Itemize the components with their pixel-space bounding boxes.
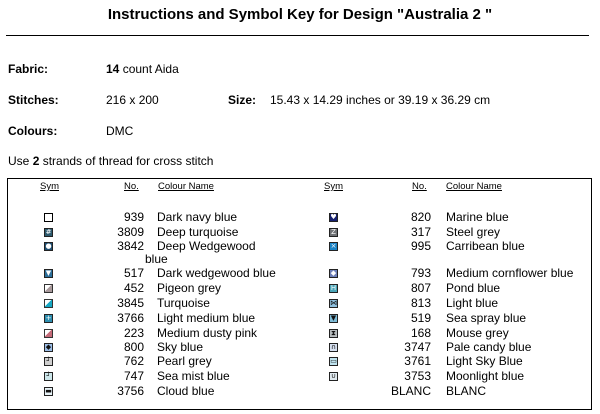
corner-square-icon: ┘ xyxy=(44,357,53,366)
colour-name: Medium dusty pink xyxy=(157,326,258,340)
colour-number: 452 xyxy=(123,281,144,295)
fabric-label: Fabric: xyxy=(8,62,49,76)
size-value: 15.43 x 14.29 inches or 39.19 x 36.29 cm xyxy=(270,93,491,107)
colour-number: 3809 xyxy=(117,225,144,239)
size-label: Size: xyxy=(228,93,257,107)
strands-pre: Use xyxy=(8,154,33,168)
triangle-down-square-icon: ▼ xyxy=(330,314,337,322)
z-square-icon: Z xyxy=(329,228,338,237)
colour-number: 168 xyxy=(410,326,431,340)
colour-number: 519 xyxy=(410,311,431,325)
colour-number: 517 xyxy=(123,266,144,280)
fabric-count: 14 xyxy=(106,62,120,76)
diamond-square-icon: ◆ xyxy=(330,269,337,277)
bar-square-icon: ▭ xyxy=(330,357,337,365)
bowtie-square-icon: ⋈ xyxy=(330,299,337,307)
corner-square-icon: ┘ xyxy=(44,372,53,381)
colour-number: 762 xyxy=(123,354,144,368)
stitches-label: Stitches: xyxy=(8,93,59,107)
colour-name: Light blue xyxy=(446,296,499,310)
colour-number: 3842 xyxy=(117,239,144,253)
colour-number: 3761 xyxy=(404,354,431,368)
colour-number: 995 xyxy=(410,239,431,253)
colour-name: Marine blue xyxy=(446,210,509,224)
colour-number: BLANC xyxy=(390,384,431,398)
colour-name: Steel grey xyxy=(446,225,501,239)
plus-square-icon: + xyxy=(45,314,52,322)
header-name-left: Colour Name xyxy=(158,181,214,192)
header-sym-right: Sym xyxy=(324,181,343,192)
x-square-icon: × xyxy=(330,242,337,250)
header-sym-left: Sym xyxy=(40,181,59,192)
colour-name: Deep turquoise xyxy=(157,225,239,239)
diagonal-half-square-icon xyxy=(44,284,53,293)
colour-name: Light medium blue xyxy=(157,311,256,325)
colour-name: Sea mist blue xyxy=(157,369,230,383)
diamond-square-icon: ◆ xyxy=(45,343,52,351)
colour-name: Carribean blue xyxy=(446,239,525,253)
colour-name: Pigeon grey xyxy=(157,281,222,295)
strands-note xyxy=(8,154,213,168)
strands-num: 2 xyxy=(32,154,40,168)
hash-square-icon: # xyxy=(45,228,52,236)
hourglass-square-icon: ⧗ xyxy=(329,329,338,338)
colour-number: 223 xyxy=(123,326,144,340)
header-no-right: No. xyxy=(412,181,427,192)
header-name-right: Colour Name xyxy=(446,181,502,192)
colour-name: Turquoise xyxy=(157,296,210,310)
colour-name: Moonlight blue xyxy=(446,369,525,383)
h-square-icon: H xyxy=(330,284,337,292)
colour-name: BLANC xyxy=(446,384,487,398)
colour-number: 813 xyxy=(410,296,431,310)
colour-number: 317 xyxy=(410,225,431,239)
colour-name: Sky blue xyxy=(157,340,204,354)
colour-name: Pearl grey xyxy=(157,354,212,368)
diagonal-half-square-icon xyxy=(44,299,53,308)
colour-number: 747 xyxy=(123,369,144,383)
diagonal-half-square-icon xyxy=(44,329,53,338)
fabric-rest: count Aida xyxy=(119,62,179,76)
colours-value: DMC xyxy=(106,124,134,138)
colour-name: Cloud blue xyxy=(157,384,215,398)
open-square-icon xyxy=(44,213,53,222)
circle-square-icon: ● xyxy=(45,242,52,250)
colour-number: 3845 xyxy=(117,296,144,310)
strands-post: strands of thread for cross stitch xyxy=(39,154,214,168)
colour-name: Sea spray blue xyxy=(446,311,527,325)
heart-square-icon: ♥ xyxy=(330,213,337,221)
colour-name: Pale candy blue xyxy=(446,340,532,354)
colours-label: Colours: xyxy=(8,124,58,138)
colour-name: Light Sky Blue xyxy=(446,354,523,368)
fabric-value xyxy=(106,62,179,76)
colour-number: 3747 xyxy=(404,340,431,354)
colour-name: Dark navy blue xyxy=(157,210,238,224)
colour-name: Pond blue xyxy=(446,281,501,295)
triangle-down-square-icon: ▼ xyxy=(45,269,52,277)
dash-square-icon: ▬ xyxy=(45,387,52,395)
colour-number: 3753 xyxy=(404,369,431,383)
colour-name-continued: blue xyxy=(145,252,168,266)
colour-name: Medium cornflower blue xyxy=(446,266,574,280)
colour-name: Deep Wedgewood xyxy=(157,239,256,253)
cup-square-icon: ∪ xyxy=(330,372,337,380)
page-title: Instructions and Symbol Key for Design "Australia 2 " xyxy=(107,6,493,23)
arch-square-icon: ∩ xyxy=(330,343,337,351)
colour-number: 807 xyxy=(410,281,431,295)
colour-name: Mouse grey xyxy=(446,326,509,340)
stitches-value: 216 x 200 xyxy=(106,93,159,107)
header-no-left: No. xyxy=(124,181,139,192)
colour-number: 820 xyxy=(410,210,431,224)
colour-number: 793 xyxy=(410,266,431,280)
colour-name: Dark wedgewood blue xyxy=(157,266,276,280)
colour-number: 939 xyxy=(123,210,144,224)
colour-number: 3756 xyxy=(117,384,144,398)
colour-number: 800 xyxy=(123,340,144,354)
colour-number: 3766 xyxy=(117,311,144,325)
title-rule xyxy=(6,35,589,36)
